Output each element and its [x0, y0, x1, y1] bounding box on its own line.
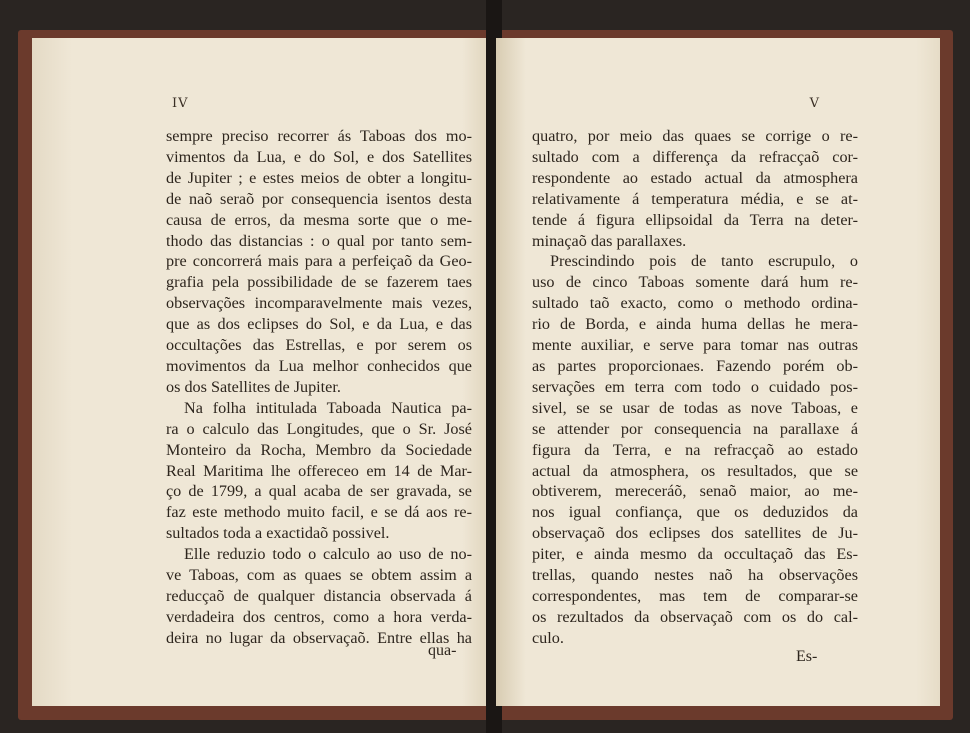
page-number-right: V — [809, 96, 820, 111]
text-line: de naõ seraõ por consequencia isentos desta — [166, 189, 472, 208]
text-line: servações em terra com todo o cuidado pos- — [532, 377, 858, 396]
right-page-text — [532, 126, 858, 649]
text-line: sultado taõ exacto, como o methodo ordina- — [532, 294, 858, 313]
text-line: actual da atmosphera, os resultados, que se — [532, 461, 858, 480]
text-line: causa de erros, da mesma sorte que o me- — [166, 210, 472, 229]
text-line: ço de 1799, a qual acaba de ser gravada, se — [166, 482, 472, 501]
text-line: Prescindindo pois de tanto escrupulo, o — [550, 252, 858, 271]
text-line: occultações das Estrellas, e por serem os — [166, 336, 472, 355]
text-line: reducçaõ de qualquer distancia observada á — [166, 586, 472, 605]
text-line: Real Maritima lhe offereceo em 14 de Mar- — [166, 461, 472, 480]
text-line: faz este methodo muito facil, e se dá aos re- — [166, 503, 472, 522]
text-line: sempre preciso recorrer ás Taboas dos mo- — [166, 127, 472, 145]
text-line: sultado com a differença da refracçaõ cor- — [532, 147, 858, 166]
text-line: correspondentes, mas tem de comparar-se — [532, 586, 858, 605]
text-line: culo. — [532, 628, 564, 647]
text-line: movimentos da Lua melhor conhecidos que — [166, 356, 472, 375]
text-line: quatro, por meio das quaes se corrige o re- — [532, 127, 858, 145]
text-line: deira no lugar da observaçaõ. Entre ellas ha — [166, 628, 472, 647]
text-line: Elle reduzio todo o calculo ao uso de no- — [184, 545, 472, 564]
text-line: verdadeira dos centros, como a hora verda- — [166, 607, 472, 626]
text-line: de Jupiter ; e estes meios de obter a longitu- — [166, 168, 472, 187]
text-line: sivel, se se usar de todas as nove Taboas, e — [532, 398, 858, 417]
text-line: obtiverem, mereceráõ, senaõ maior, ao me- — [532, 482, 858, 501]
text-line: relativamente á temperatura média, e se at- — [532, 189, 858, 208]
text-line: ve Taboas, com as quaes se obtem assim a — [166, 566, 472, 585]
text-line: rio de Borda, e ainda huma dellas he mera- — [532, 315, 858, 334]
text-line: observaçaõ dos eclipses dos satellites de Ju- — [532, 524, 858, 543]
text-line: tende á figura ellipsoidal da Terra na deter- — [532, 210, 858, 229]
text-line: se attender por consequencia na parallaxe á — [532, 419, 858, 438]
text-line: piter, e ainda mesmo da occultaçaõ das Es- — [532, 545, 858, 564]
text-line: figura da Terra, e na refracçaõ ao estado — [532, 440, 858, 459]
text-line: mente auxiliar, e serve para tomar nas outras — [532, 336, 858, 355]
text-line: pre concorrerá mais para a perfeiçaõ da Geo- — [166, 252, 472, 271]
text-line: minaçaõ das parallaxes. — [532, 231, 687, 250]
catchword-right: Es- — [796, 648, 818, 665]
text-line: respondente ao estado actual da atmosphera — [532, 168, 858, 187]
text-line: observações incomparavelmente mais vezes, — [166, 294, 472, 313]
text-line: trellas, quando nestes naõ ha observações — [532, 566, 858, 585]
text-line: as partes proporcionaes. Fazendo porém ob- — [532, 356, 858, 375]
right-page — [496, 38, 940, 706]
text-line: uso de cinco Taboas somente dará hum re- — [532, 273, 858, 292]
text-line: que as dos eclipses do Sol, e da Lua, e das — [166, 315, 472, 334]
left-page-text — [166, 126, 472, 649]
text-line: thodo das distancias : o qual por tanto sem- — [166, 231, 472, 250]
text-line: sultados toda a exactidaõ possivel. — [166, 524, 390, 543]
text-line: os rezultados da observaçaõ com os do cal- — [532, 607, 858, 626]
text-line: nos igual confiança, que os deduzidos da — [532, 503, 858, 522]
text-line: os dos Satellites de Jupiter. — [166, 377, 341, 396]
text-line: vimentos da Lua, e do Sol, e dos Satellites — [166, 147, 472, 166]
page-number-left: IV — [172, 96, 189, 111]
text-line: ra o calculo das Longitudes, que o Sr. José — [166, 419, 472, 438]
left-page — [32, 38, 494, 706]
catchword-left: qua- — [428, 642, 457, 659]
text-line: Na folha intitulada Taboada Nautica pa- — [184, 398, 472, 417]
text-line: Monteiro da Rocha, Membro da Sociedade — [166, 440, 472, 459]
text-line: grafia pela possibilidade de se fazerem taes — [166, 273, 472, 292]
